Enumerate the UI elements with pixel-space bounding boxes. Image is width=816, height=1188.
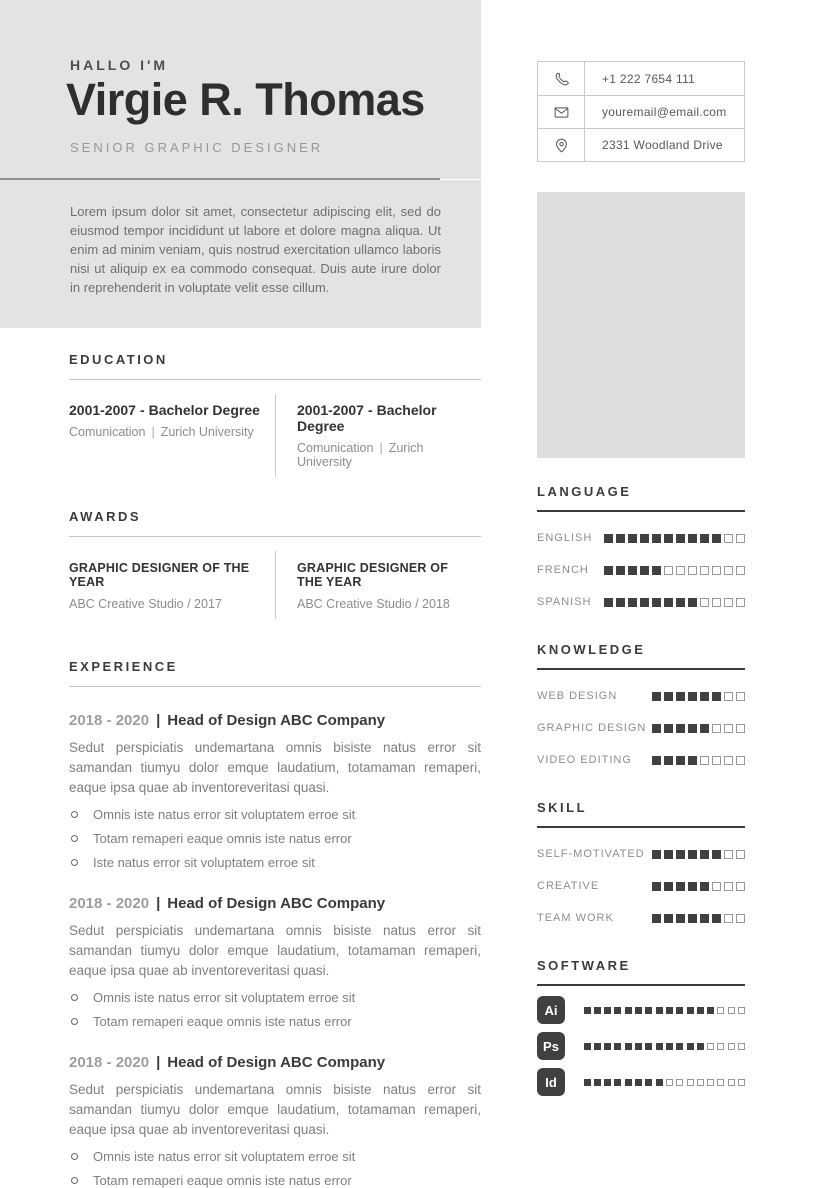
skill-label: TEAM WORK: [537, 912, 614, 924]
rating-square-filled: [712, 692, 721, 701]
rating-square-filled: [604, 1079, 611, 1086]
education-school: Zurich University: [160, 425, 254, 439]
rating-square-filled: [688, 692, 697, 701]
rating-square-filled: [656, 1043, 663, 1050]
knowledge-label: WEB DESIGN: [537, 690, 618, 702]
rating-square-empty: [724, 598, 733, 607]
rating-square-filled: [616, 598, 625, 607]
rating-square-filled: [676, 914, 685, 923]
rating-square-filled: [664, 692, 673, 701]
circle-bullet-icon: [71, 811, 78, 818]
rating-square-filled: [664, 850, 673, 859]
award-org: ABC Creative Studio / 2018: [297, 597, 450, 611]
education-pipe: |: [151, 425, 155, 439]
rating-square-filled: [594, 1079, 601, 1086]
address-value: 2331 Woodland Drive: [602, 138, 723, 152]
knowledge-row: [537, 690, 745, 702]
knowledge-rating: [649, 724, 745, 733]
rating-square-filled: [664, 598, 673, 607]
rating-square-filled: [640, 534, 649, 543]
rating-square-filled: [700, 724, 709, 733]
knowledge-rating: [649, 756, 745, 765]
rating-square-filled: [700, 850, 709, 859]
rating-square-filled: [604, 566, 613, 575]
rating-square-empty: [724, 756, 733, 765]
experience-bullet: [69, 831, 481, 846]
illustrator-badge: Ai: [537, 996, 565, 1024]
language-rating: [601, 534, 745, 543]
language-label: SPANISH: [537, 596, 592, 608]
experience-period: 2018 - 2020: [69, 712, 150, 729]
education-degree: Bachelor Degree: [297, 402, 437, 434]
rating-square-empty: [728, 1079, 735, 1086]
rating-square-filled: [604, 1007, 611, 1014]
contact-row-phone: [538, 62, 744, 95]
rating-square-filled: [625, 1007, 632, 1014]
photoshop-badge: Ps: [537, 1032, 565, 1060]
rating-square-empty: [728, 1007, 735, 1014]
education-field: Comunication: [297, 441, 374, 455]
rating-square-empty: [736, 598, 745, 607]
experience-divider: |: [156, 895, 161, 912]
rating-square-empty: [664, 566, 673, 575]
rating-square-filled: [604, 598, 613, 607]
rating-square-empty: [700, 756, 709, 765]
rating-square-filled: [604, 1043, 611, 1050]
rating-square-empty: [736, 882, 745, 891]
bullet-text: Omnis iste natus error sit voluptatem erroe sit: [93, 1149, 356, 1164]
knowledge-row: [537, 722, 745, 734]
experience-description: Sedut perspiciatis undemartana omnis bisiste natus error sit samandan tiumyu dolor emque laudatium, totamaman remaperi, eaque ipsa quae ab inventoreveritasi quasi.: [69, 1082, 481, 1137]
skill-row: [537, 848, 745, 860]
rating-square-filled: [688, 882, 697, 891]
education-heading: EDUCATION: [69, 352, 168, 367]
experience-role: Head of Design ABC Company: [167, 712, 386, 729]
rating-square-empty: [697, 1079, 704, 1086]
rating-square-filled: [676, 882, 685, 891]
rating-square-filled: [594, 1043, 601, 1050]
rating-square-empty: [724, 850, 733, 859]
phone-value: +1 222 7654 111: [602, 71, 696, 86]
rating-square-filled: [676, 598, 685, 607]
rating-square-empty: [724, 692, 733, 701]
rating-square-empty: [724, 914, 733, 923]
rating-square-filled: [712, 534, 721, 543]
rating-square-filled: [635, 1007, 642, 1014]
rating-square-filled: [645, 1043, 652, 1050]
rating-square-filled: [628, 534, 637, 543]
software-rule: [537, 984, 745, 986]
language-rating: [601, 566, 745, 575]
experience-bullet: [69, 1014, 481, 1029]
rating-square-filled: [616, 534, 625, 543]
rating-square-filled: [712, 850, 721, 859]
indesign-badge: Id: [537, 1068, 565, 1096]
circle-bullet-icon: [71, 859, 78, 866]
rating-square-filled: [652, 598, 661, 607]
rating-square-filled: [625, 1079, 632, 1086]
software-rows: [537, 996, 745, 1096]
rating-square-empty: [666, 1079, 673, 1086]
award-entry: [275, 551, 481, 619]
rating-square-empty: [712, 566, 721, 575]
rating-square-filled: [687, 1043, 694, 1050]
education-period: 2001-2007: [69, 402, 136, 418]
rating-square-filled: [664, 914, 673, 923]
software-rating: [580, 1079, 745, 1086]
bullet-text: Omnis iste natus error sit voluptatem erroe sit: [93, 990, 356, 1005]
language-rule: [537, 510, 745, 512]
skill-label: SELF-MOTIVATED: [537, 848, 645, 860]
rating-square-filled: [640, 566, 649, 575]
experience-heading: EXPERIENCE: [69, 659, 178, 674]
rating-square-filled: [664, 882, 673, 891]
sidebar-column: [537, 476, 745, 1096]
rating-square-filled: [656, 1079, 663, 1086]
rating-square-filled: [584, 1043, 591, 1050]
rating-square-empty: [736, 756, 745, 765]
rating-square-filled: [666, 1007, 673, 1014]
rating-square-filled: [676, 692, 685, 701]
contact-row-email: [538, 95, 744, 128]
rating-square-filled: [640, 598, 649, 607]
language-rating: [601, 598, 745, 607]
education-period: 2001-2007: [297, 402, 364, 418]
rating-square-filled: [697, 1043, 704, 1050]
rating-square-filled: [676, 850, 685, 859]
language-row: [537, 596, 745, 608]
rating-square-empty: [712, 882, 721, 891]
rating-square-empty: [738, 1007, 745, 1014]
photo-placeholder: [537, 192, 745, 458]
language-heading: LANGUAGE: [537, 484, 632, 499]
job-title: SENIOR GRAPHIC DESIGNER: [70, 140, 324, 155]
circle-bullet-icon: [71, 1018, 78, 1025]
rating-square-filled: [625, 1043, 632, 1050]
rating-square-filled: [676, 1007, 683, 1014]
rating-square-filled: [628, 598, 637, 607]
education-pipe: |: [379, 441, 383, 455]
bullet-text: Totam remaperi eaque omnis iste natus error: [93, 831, 352, 846]
software-row: [537, 996, 745, 1024]
rating-square-filled: [688, 598, 697, 607]
experience-rule: [69, 686, 481, 687]
bullet-text: Omnis iste natus error sit voluptatem erroe sit: [93, 807, 356, 822]
rating-square-empty: [688, 566, 697, 575]
main-column: [69, 352, 481, 1188]
education-field: Comunication: [69, 425, 146, 439]
rating-square-filled: [652, 566, 661, 575]
awards-heading: AWARDS: [69, 509, 142, 524]
experience-description: Sedut perspiciatis undemartana omnis bisiste natus error sit samandan tiumyu dolor emque laudatium, totamaman remaperi, eaque ipsa quae ab inventoreveritasi quasi.: [69, 740, 481, 795]
rating-square-empty: [738, 1079, 745, 1086]
rating-square-filled: [700, 882, 709, 891]
experience-bullet: [69, 855, 481, 870]
rating-square-filled: [676, 756, 685, 765]
skill-rating: [649, 882, 745, 891]
knowledge-heading: KNOWLEDGE: [537, 642, 646, 657]
software-row: [537, 1068, 745, 1096]
experience-entry: [69, 1054, 481, 1188]
phone-icon: [538, 62, 585, 95]
knowledge-rule: [537, 668, 745, 670]
rating-square-empty: [736, 692, 745, 701]
language-label: FRENCH: [537, 564, 589, 576]
education-dash: -: [367, 402, 373, 418]
skill-row: [537, 912, 745, 924]
rating-square-empty: [724, 882, 733, 891]
experience-divider: |: [156, 1054, 161, 1071]
experience-bullet: [69, 807, 481, 822]
software-rating: [580, 1043, 745, 1050]
rating-square-filled: [676, 1043, 683, 1050]
experience-role: Head of Design ABC Company: [167, 895, 386, 912]
experience-divider: |: [156, 712, 161, 729]
experience-bullet: [69, 990, 481, 1005]
summary-panel: [0, 180, 481, 328]
location-icon: [538, 129, 585, 161]
rating-square-filled: [584, 1079, 591, 1086]
education-rule: [69, 379, 481, 380]
rating-square-filled: [628, 566, 637, 575]
education-dash: -: [139, 402, 145, 418]
rating-square-filled: [656, 1007, 663, 1014]
rating-square-filled: [652, 882, 661, 891]
rating-square-empty: [724, 566, 733, 575]
rating-square-empty: [717, 1043, 724, 1050]
person-name: Virgie R. Thomas: [66, 74, 425, 125]
rating-square-filled: [676, 534, 685, 543]
rating-square-filled: [712, 914, 721, 923]
rating-square-filled: [688, 534, 697, 543]
rating-square-empty: [736, 724, 745, 733]
bullet-text: Iste natus error sit voluptatem erroe sit: [93, 855, 315, 870]
rating-square-empty: [724, 534, 733, 543]
rating-square-empty: [736, 850, 745, 859]
rating-square-filled: [614, 1043, 621, 1050]
rating-square-filled: [584, 1007, 591, 1014]
skill-row: [537, 880, 745, 892]
rating-square-filled: [614, 1079, 621, 1086]
experience-role: Head of Design ABC Company: [167, 1054, 386, 1071]
software-heading: SOFTWARE: [537, 958, 631, 973]
rating-square-filled: [676, 724, 685, 733]
language-row: [537, 564, 745, 576]
skill-rule: [537, 826, 745, 828]
rating-square-filled: [635, 1043, 642, 1050]
contact-card: [537, 61, 745, 162]
circle-bullet-icon: [71, 1153, 78, 1160]
rating-square-filled: [652, 914, 661, 923]
award-org: ABC Creative Studio / 2017: [69, 597, 222, 611]
award-title: GRAPHIC DESIGNER OF THE YEAR: [69, 561, 250, 589]
education-entry: [69, 394, 275, 477]
rating-square-empty: [712, 724, 721, 733]
hero-panel: [0, 0, 481, 179]
language-label: ENGLISH: [537, 532, 593, 544]
software-rating: [580, 1007, 745, 1014]
rating-square-filled: [616, 566, 625, 575]
rating-square-filled: [687, 1007, 694, 1014]
rating-square-empty: [700, 566, 709, 575]
rating-square-empty: [717, 1079, 724, 1086]
rating-square-empty: [707, 1043, 714, 1050]
bullet-text: Totam remaperi eaque omnis iste natus error: [93, 1173, 352, 1188]
knowledge-rating: [649, 692, 745, 701]
rating-square-empty: [724, 724, 733, 733]
contact-row-address: [538, 128, 744, 161]
skill-rating: [649, 914, 745, 923]
email-value: youremail@email.com: [602, 105, 727, 119]
rating-square-empty: [712, 756, 721, 765]
bullet-text: Totam remaperi eaque omnis iste natus error: [93, 1014, 352, 1029]
rating-square-filled: [688, 756, 697, 765]
rating-square-filled: [707, 1007, 714, 1014]
rating-square-filled: [697, 1007, 704, 1014]
rating-square-filled: [652, 756, 661, 765]
education-grid: [69, 394, 481, 477]
rating-square-filled: [604, 534, 613, 543]
rating-square-filled: [645, 1079, 652, 1086]
education-school: Zurich University: [297, 441, 424, 469]
rating-square-filled: [645, 1007, 652, 1014]
awards-rule: [69, 536, 481, 537]
rating-square-empty: [676, 1079, 683, 1086]
rating-square-filled: [652, 724, 661, 733]
software-row: [537, 1032, 745, 1060]
experience-description: Sedut perspiciatis undemartana omnis bisiste natus error sit samandan tiumyu dolor emque laudatium, totamaman remaperi, eaque ipsa quae ab inventoreveritasi quasi.: [69, 923, 481, 978]
experience-bullet: [69, 1173, 481, 1188]
rating-square-filled: [700, 914, 709, 923]
summary-text: Lorem ipsum dolor sit amet, consectetur adipiscing elit, sed do eiusmod tempor incididunt ut labore et dolore magna aliqua. Ut enim ad minim veniam, quis nostrud exercitation ullamco laboris nisi ut aliquip ex ea commodo consequat. Duis aute irure dolor in reprehenderit in voluptate velit esse cillum.: [70, 204, 441, 295]
knowledge-label: GRAPHIC DESIGN: [537, 722, 647, 734]
rating-square-filled: [652, 850, 661, 859]
experience-bullet: [69, 1149, 481, 1164]
experience-entry: [69, 712, 481, 870]
skill-label: CREATIVE: [537, 880, 600, 892]
rating-square-filled: [700, 534, 709, 543]
rating-square-empty: [717, 1007, 724, 1014]
education-entry: [275, 394, 481, 477]
greeting: HALLO I'M: [70, 57, 168, 73]
awards-grid: [69, 551, 481, 619]
rating-square-filled: [664, 724, 673, 733]
experience-entry: [69, 895, 481, 1029]
experience-period: 2018 - 2020: [69, 895, 150, 912]
rating-square-empty: [736, 534, 745, 543]
rating-square-filled: [652, 692, 661, 701]
rating-square-empty: [707, 1079, 714, 1086]
rating-square-filled: [614, 1007, 621, 1014]
rating-square-filled: [635, 1079, 642, 1086]
rating-square-empty: [712, 598, 721, 607]
skill-rating: [649, 850, 745, 859]
rating-square-filled: [652, 534, 661, 543]
rating-square-filled: [666, 1043, 673, 1050]
knowledge-label: VIDEO EDITING: [537, 754, 632, 766]
knowledge-row: [537, 754, 745, 766]
rating-square-empty: [736, 914, 745, 923]
rating-square-empty: [676, 566, 685, 575]
rating-square-filled: [688, 724, 697, 733]
award-title: GRAPHIC DESIGNER OF THE YEAR: [297, 561, 449, 589]
skill-heading: SKILL: [537, 800, 588, 815]
rating-square-filled: [688, 850, 697, 859]
circle-bullet-icon: [71, 1177, 78, 1184]
rating-square-empty: [738, 1043, 745, 1050]
education-degree: Bachelor Degree: [148, 402, 260, 418]
rating-square-filled: [594, 1007, 601, 1014]
language-row: [537, 532, 745, 544]
award-entry: [69, 551, 275, 619]
rating-square-empty: [728, 1043, 735, 1050]
email-icon: [538, 96, 585, 128]
rating-square-empty: [736, 566, 745, 575]
rating-square-empty: [700, 598, 709, 607]
rating-square-filled: [688, 914, 697, 923]
circle-bullet-icon: [71, 835, 78, 842]
rating-square-filled: [664, 534, 673, 543]
rating-square-filled: [664, 756, 673, 765]
circle-bullet-icon: [71, 994, 78, 1001]
rating-square-empty: [687, 1079, 694, 1086]
experience-period: 2018 - 2020: [69, 1054, 150, 1071]
rating-square-filled: [700, 692, 709, 701]
